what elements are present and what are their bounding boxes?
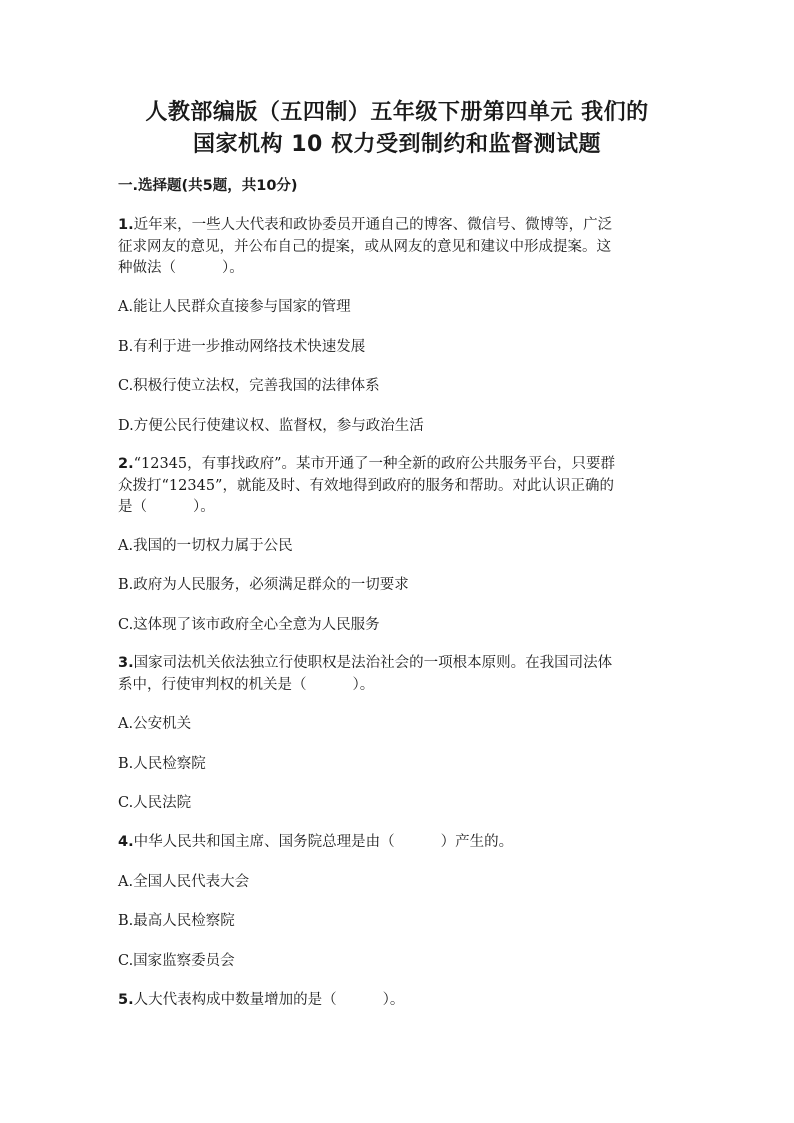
- option-d: D.方便公民行使建议权、监督权，参与政治生活: [118, 418, 424, 434]
- question-text-line: ）。: [352, 676, 375, 693]
- option-a: A.我国的一切权力属于公民: [118, 538, 293, 554]
- question-5: [118, 990, 678, 1012]
- option-b: B.最高人民检察院: [118, 913, 235, 929]
- option-b: B.有利于进一步推动网络技术快速发展: [118, 339, 366, 355]
- question-number: 2.: [118, 456, 134, 472]
- option-b: B.人民检察院: [118, 756, 206, 772]
- question-text-line: ）。: [193, 499, 215, 515]
- question-text-line: “12345，有事找政府”。某市开通了一种全新的政府公共服务平台，只要群: [133, 456, 616, 472]
- question-text-line: 众拨打“12345”，就能及时、有效地得到政府的服务和帮助。对此认识正确的: [118, 477, 614, 494]
- page-title-line-1: 人教部编版（五四制）五年级下册第四单元 我们的: [145, 100, 649, 125]
- question-text-line: ）。: [222, 260, 244, 276]
- question-1: [118, 215, 678, 280]
- question-number: 3.: [118, 655, 134, 671]
- section-header: 一.选择题(共5题，共10分): [118, 178, 298, 194]
- option-a: A.公安机关: [118, 716, 192, 732]
- option-a: A.能让人民群众直接参与国家的管理: [118, 299, 351, 315]
- question-text-line: 人大代表构成中数量增加的是（: [133, 992, 337, 1008]
- page-title-line-2: 国家机构 10 权力受到制约和监督测试题: [193, 132, 601, 157]
- question-4: [118, 832, 678, 854]
- question-text-line: 中华人民共和国主席、国务院总理是由（: [133, 834, 395, 850]
- question-number: 5.: [118, 992, 134, 1008]
- question-3: [118, 653, 678, 696]
- option-b: B.政府为人民服务，必须满足群众的一切要求: [118, 577, 409, 593]
- question-text-line: ）产生的。: [440, 834, 514, 850]
- option-c: C.人民法院: [118, 795, 192, 811]
- option-a: A.全国人民代表大会: [118, 874, 250, 890]
- option-c: C.这体现了该市政府全心全意为人民服务: [118, 617, 380, 633]
- option-c: C.国家监察委员会: [118, 953, 235, 969]
- question-text-line: 系中，行使审判权的机关是（: [118, 676, 307, 693]
- question-text-line: 是（: [118, 499, 147, 515]
- question-number: 4.: [118, 834, 134, 850]
- question-2: [118, 454, 678, 519]
- question-number: 1.: [118, 217, 134, 233]
- question-text-line: 近年来，一些人大代表和政协委员开通自己的博客、微信号、微博等，广泛: [133, 217, 613, 233]
- question-text-line: 种做法（: [118, 260, 176, 276]
- question-text-line: 国家司法机关依法独立行使职权是法治社会的一项根本原则。在我国司法体: [133, 655, 613, 671]
- question-text-line: 征求网友的意见，并公布自己的提案，或从网友的意见和建议中形成提案。这: [118, 238, 611, 255]
- option-c: C.积极行使立法权，完善我国的法律体系: [118, 378, 380, 394]
- question-text-line: ）。: [382, 992, 405, 1008]
